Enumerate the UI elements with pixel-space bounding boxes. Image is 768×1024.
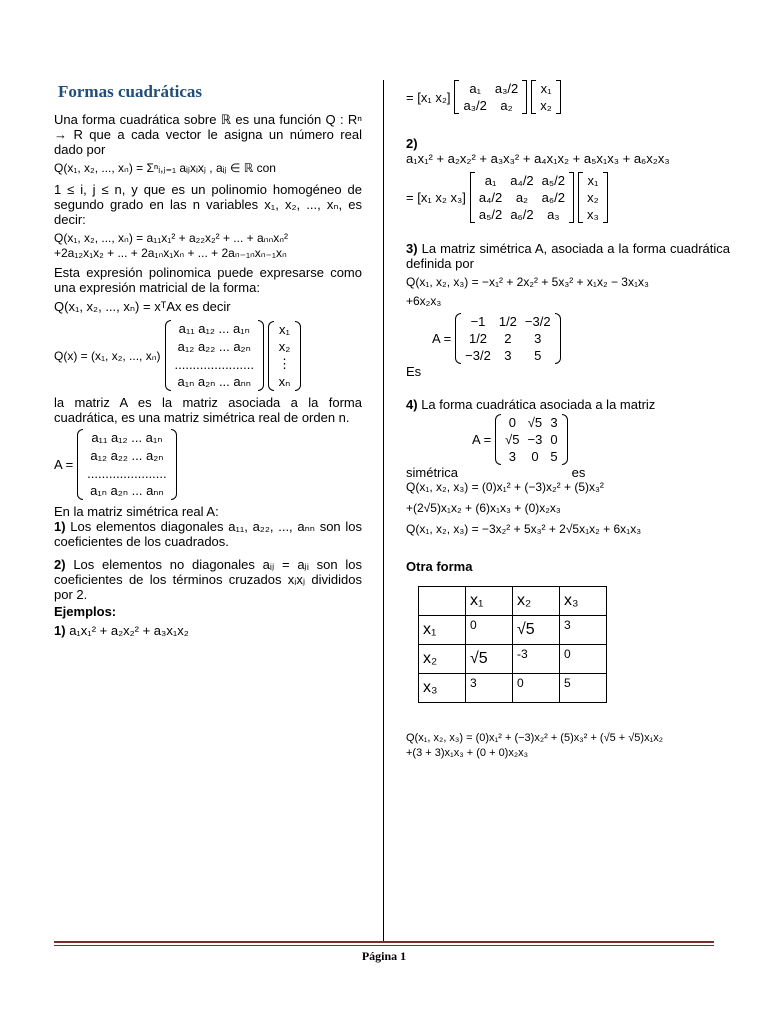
item-text: Los elementos no diagonales aᵢⱼ = aⱼᵢ son los coeficientes de los términos cruzados xᵢxⱼ divididos por 2.	[54, 557, 362, 602]
matrix-row: a₁ₙ a₂ₙ ... aₙₙ	[177, 374, 251, 389]
table-cell: x₁	[466, 587, 513, 616]
matrix-cell: a₂	[515, 190, 529, 205]
matrix-cell: 5	[534, 348, 542, 363]
table-cell: x₂	[419, 645, 466, 674]
matrix-cell: a₅/2	[541, 173, 565, 188]
example-2-number: 2)	[406, 136, 418, 151]
example-2-matrix	[470, 172, 574, 223]
symmetric-matrix-a	[77, 429, 176, 500]
matrix-row: ......................	[87, 466, 167, 481]
example-1-expression: a₁x₁² + a₂x₂² + a₃x₁x₂	[69, 623, 189, 638]
footer-rule	[54, 945, 714, 946]
example-1-matrix-form	[406, 80, 730, 114]
example-4-matrix-form	[472, 414, 730, 465]
example-4-equation-2: +(2√5)x₁x₂ + (6)x₁x₃ + (0)x₂x₃	[406, 501, 561, 515]
paragraph-matrix-expression: Esta expresión polinomica puede expresarse como una expresión matricial de la forma:	[54, 265, 362, 295]
vector-entry: x₁	[540, 81, 552, 96]
left-column	[54, 78, 362, 638]
vector-entry: x₂	[540, 98, 552, 113]
example-4-matrix	[495, 414, 567, 465]
matrix-cell: 0	[508, 415, 516, 430]
paragraph-symmetric-intro: En la matriz simétrica real A:	[54, 504, 219, 519]
paragraph-homogeneous: 1 ≤ i, j ≤ n, y que es un polinomio homogéneo de segundo grado en las n variables x₁, x₂, ..., xₙ, es decir:	[54, 182, 362, 227]
vector-entry: x₁	[279, 321, 290, 337]
a-label: A =	[472, 432, 492, 447]
matrix-row: a₁₂ a₂₂ ... a₂ₙ	[177, 339, 251, 354]
example-number: 4)	[406, 397, 418, 412]
matrix-cell: 3	[550, 415, 558, 430]
matrix-row: a₁₂ a₂₂ ... a₂ₙ	[90, 448, 164, 463]
table-cell: √5	[466, 645, 513, 674]
example-3-matrix	[455, 313, 560, 364]
matrix-cell: 0	[550, 432, 558, 447]
table-row	[419, 674, 607, 703]
general-matrix-a	[165, 320, 264, 391]
equation-expansion-1: Q(x₁, x₂, ..., xₙ) = a₁₁x₁² + a₂₂x₂² + ... + aₙₙxₙ²	[54, 231, 288, 245]
equation-matrix-form	[54, 320, 362, 391]
example-4	[406, 397, 730, 412]
item-number: 2)	[54, 557, 66, 572]
matrix-cell: 1/2	[468, 331, 488, 346]
paragraph-definition: Una forma cuadrática sobre ℝ es una función Q : Rⁿ → R que a cada vector le asigna un número real dado por	[54, 112, 362, 157]
table-row	[419, 616, 607, 645]
matrix-cell: a₂	[500, 98, 513, 113]
matrix-cell: −3/2	[465, 348, 491, 363]
matrix-row: a₁ₙ a₂ₙ ... aₙₙ	[90, 483, 164, 498]
section-title: Formas cuadráticas	[58, 82, 203, 101]
example-2-lhs: = [x₁ x₂ x₃]	[406, 190, 466, 205]
matrix-cell: 3	[508, 449, 516, 464]
paragraph-off-diagonal	[54, 557, 362, 602]
a-label: A =	[432, 331, 452, 346]
examples-heading: Ejemplos:	[54, 604, 117, 619]
example-3-matrix-form	[432, 313, 730, 364]
column-divider	[383, 80, 384, 942]
table-cell: -3	[513, 645, 560, 674]
table-cell: 0	[560, 645, 607, 674]
table-cell: 0	[466, 616, 513, 645]
matrix-cell: √5	[527, 415, 543, 430]
matrix-row: a₁₁ a₁₂ ... a₁ₙ	[178, 321, 250, 336]
vector-entry: x₂	[278, 338, 291, 354]
table-cell: x₃	[419, 674, 466, 703]
matrix-cell: a₆/2	[510, 207, 534, 222]
item-text: Los elementos diagonales a₁₁, a₂₂, ..., aₙₙ son los coeficientes de los cuadrados.	[54, 519, 362, 549]
table-cell: 5	[560, 674, 607, 703]
a-label: A =	[54, 457, 74, 472]
matrix-row: ......................	[174, 357, 254, 372]
example-2-vector	[578, 172, 608, 223]
es-label: Es	[406, 364, 422, 379]
right-column	[406, 80, 730, 761]
matrix-cell: a₃/2	[494, 81, 519, 96]
example-2-matrix-form	[406, 172, 730, 223]
table-header-row	[419, 587, 607, 616]
vector-entry: ⋮	[277, 355, 291, 371]
example-1-lhs: = [x₁ x₂]	[406, 89, 451, 105]
example-4-sim-line	[406, 465, 730, 480]
item-number: 1)	[54, 519, 66, 534]
matrix-cell: 3	[504, 348, 512, 363]
table-cell: √5	[513, 616, 560, 645]
matrix-row: a₁₁ a₁₂ ... a₁ₙ	[91, 430, 163, 445]
matrix-cell: 5	[550, 449, 558, 464]
matrix-cell: −1	[470, 314, 486, 329]
matrix-cell: −3	[527, 432, 543, 447]
vector-entry: x₂	[587, 190, 599, 205]
example-2-expression: a₁x₁² + a₂x₂² + a₃x₃² + a₄x₁x₂ + a₅x₁x₃ + a₆x₂x₃	[406, 151, 670, 166]
example-number: 1)	[54, 623, 66, 638]
example-3	[406, 241, 730, 271]
example-1	[54, 623, 362, 638]
equation-q-sum: Q(x₁, x₂, ..., xₙ) = Σⁿᵢ,ⱼ₌₁ aᵢⱼxᵢxⱼ , aᵢⱼ ∈ ℝ con	[54, 161, 276, 175]
vector-entry: x₃	[587, 207, 599, 222]
example-4-equation-3: Q(x₁, x₂, x₃) = −3x₂² + 5x₃² + 2√5x₁x₂ + 6x₁x₃	[406, 522, 642, 536]
vector-x	[268, 321, 301, 391]
paragraph-diagonal	[54, 519, 362, 549]
matrix-cell: −3/2	[524, 314, 551, 329]
table-cell: 0	[513, 674, 560, 703]
footer-rule	[54, 941, 714, 943]
matrix-cell: 2	[504, 331, 512, 346]
matrix-cell: a₅/2	[478, 207, 503, 222]
matrix-cell: a₃	[547, 207, 560, 222]
page-number: Página 1	[361, 949, 407, 963]
es-label: es	[571, 465, 586, 480]
matrix-cell: a₁	[484, 173, 497, 188]
table-cell: 3	[560, 616, 607, 645]
matrix-cell: a₆/2	[541, 190, 565, 205]
equation-a-matrix	[54, 429, 362, 500]
matrix-cell: a₁	[469, 81, 481, 96]
example-3-equation: Q(x₁, x₂, x₃) = −x₁² + 2x₂² + 5x₃² + x₁x₂ − 3x₁x₃	[406, 275, 649, 289]
matrix-cell: 3	[534, 331, 542, 346]
example-1-vector	[531, 80, 561, 114]
final-equation-2: +(3 + 3)x₁x₃ + (0 + 0)x₂x₃	[406, 747, 529, 759]
final-equation-1: Q(x₁, x₂, x₃) = (0)x₁² + (−3)x₂² + (5)x₃² + (√5 + √5)x₁x₂	[406, 732, 664, 744]
table-cell: x₁	[419, 616, 466, 645]
example-3-equation-cont: +6x₂x₃	[406, 294, 442, 308]
example-1-matrix	[454, 80, 527, 114]
matrix-cell: a₃/2	[463, 98, 487, 113]
matrix-cell: 0	[531, 449, 539, 464]
matrix-cell: a₄/2	[478, 190, 503, 205]
table-cell: x₃	[560, 587, 607, 616]
example-4-text: La forma cuadrática asociada a la matriz	[421, 397, 656, 412]
table-cell: x₂	[513, 587, 560, 616]
matrix-cell: a₄/2	[510, 173, 534, 188]
matrix-cell: 1/2	[498, 314, 517, 329]
vector-entry: x₁	[587, 173, 599, 188]
simetrica-label: simétrica	[406, 465, 459, 480]
vector-entry: xₙ	[278, 373, 291, 389]
example-3-text: La matriz simétrica A, asociada a la forma cuadrática definida por	[406, 241, 730, 271]
otra-forma-heading: Otra forma	[406, 559, 473, 574]
table-cell	[419, 587, 466, 616]
example-4-equation-1: Q(x₁, x₂, x₃) = (0)x₁² + (−3)x₂² + (5)x₃²	[406, 480, 604, 494]
equation-xtax: Q(x₁, x₂, ..., xₙ) = xᵀAx es decir	[54, 299, 231, 314]
table-cell: 3	[466, 674, 513, 703]
paragraph-associated-matrix: la matriz A es la matriz asociada a la forma cuadrática, es una matriz simétrica real de orden n.	[54, 395, 362, 425]
matrix-cell: √5	[505, 432, 520, 447]
example-number: 3)	[406, 241, 418, 256]
table-row	[419, 645, 607, 674]
matrix-form-lhs: Q(x) = (x₁, x₂, ..., xₙ)	[54, 348, 161, 363]
equation-expansion-2: +2a₁₂x₁x₂ + ... + 2a₁ₙx₁xₙ + ... + 2aₙ₋₁ₙxₙ₋₁xₙ	[54, 246, 287, 260]
coefficient-table	[418, 586, 607, 703]
